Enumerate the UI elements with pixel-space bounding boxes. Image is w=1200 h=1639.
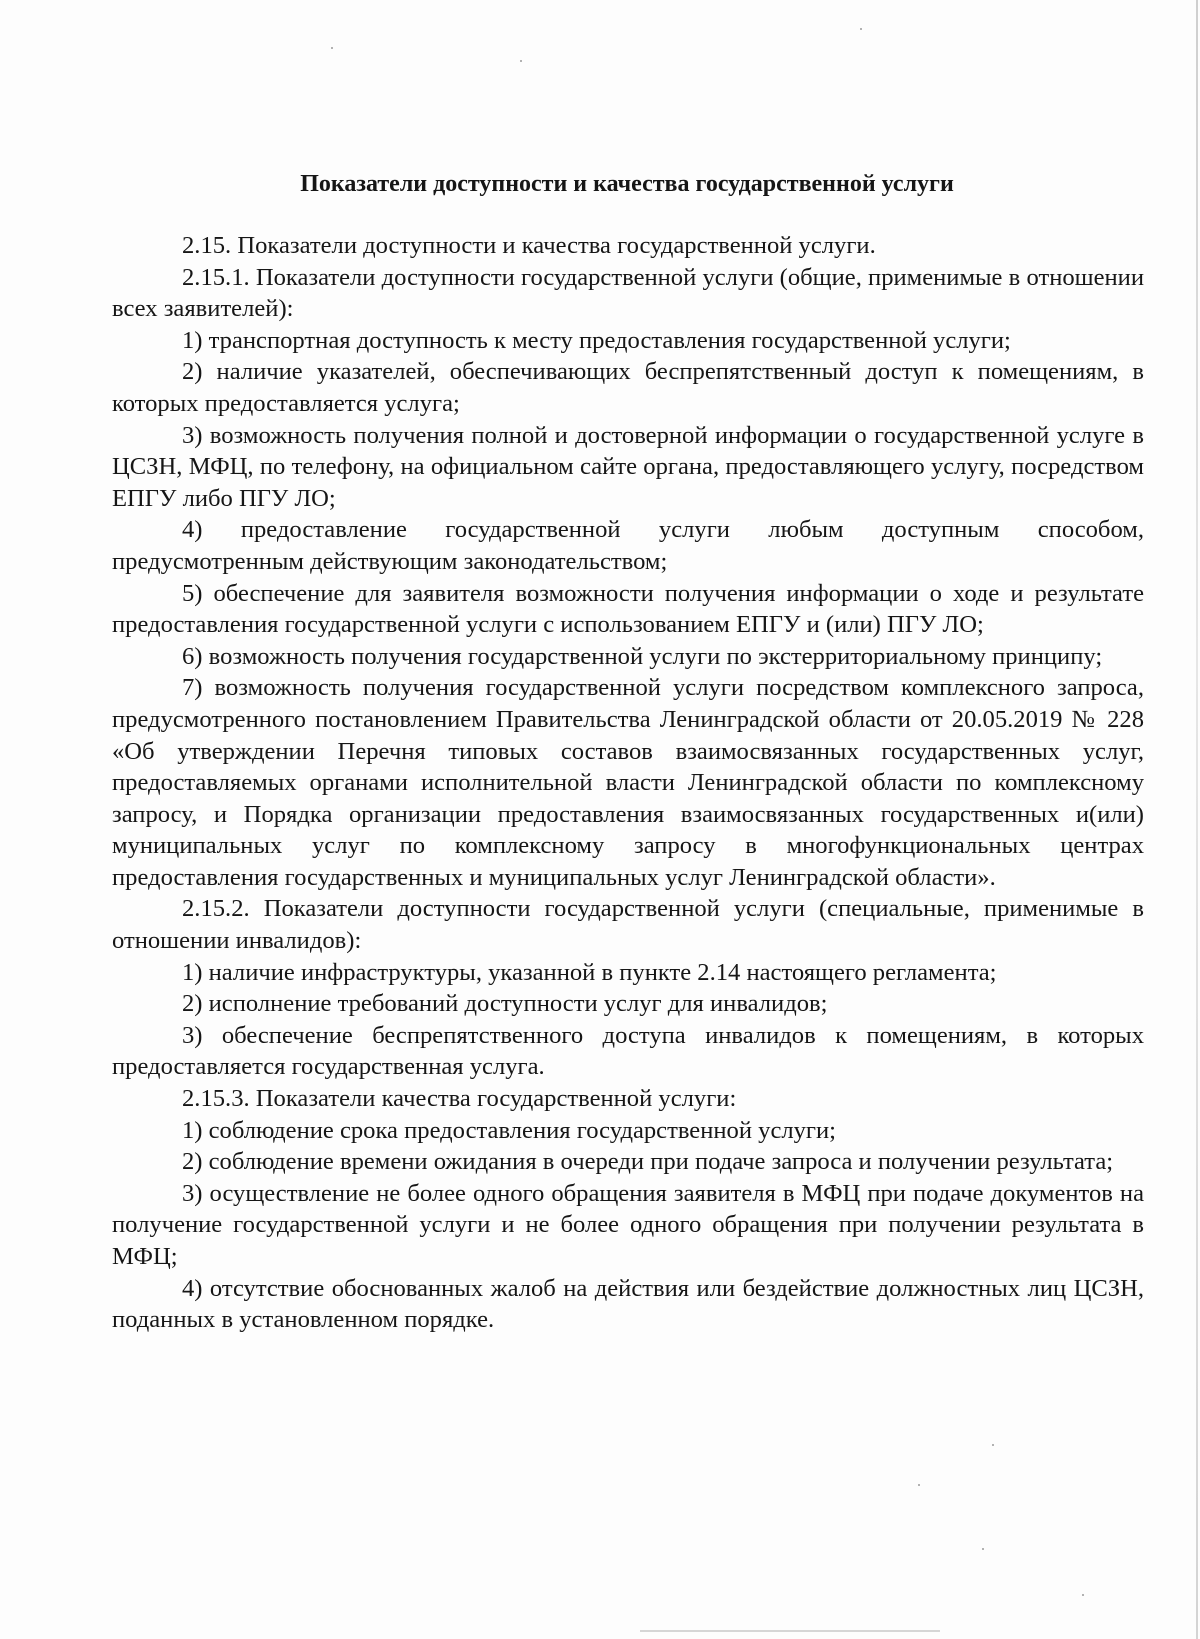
list-item: 3) возможность получения полной и достоверной информации о государственной услуге в ЦСЗН, МФЦ, по телефону, на официальном сайте органа, предоставляющего услугу, посредством ЕПГУ либо ПГУ ЛО;: [112, 421, 1144, 512]
paragraph-2-15: 2.15. Показатели доступности и качества государственной услуги.: [182, 232, 876, 259]
scan-speck: [992, 1444, 994, 1446]
paragraph-2-15-3: 2.15.3. Показатели качества государственной услуги:: [182, 1085, 737, 1113]
paragraph-2-15-2: 2.15.2. Показатели доступности государственной услуги (специальные, применимые в отношении инвалидов):: [112, 895, 1144, 955]
scan-speck: [860, 28, 862, 30]
list-item: 4) предоставление государственной услуги любым доступным способом, предусмотренным действующим законодательством;: [112, 516, 1144, 575]
list-item: 2) наличие указателей, обеспечивающих беспрепятственный доступ к помещениям, в которых предоставляется услуга;: [112, 358, 1144, 417]
scan-speck: [520, 60, 522, 62]
list-item: 2) исполнение требований доступности услуг для инвалидов;: [182, 990, 828, 1018]
document-title: Показатели доступности и качества государственной услуги: [300, 171, 954, 197]
list-item: 4) отсутствие обоснованных жалоб на действия или бездействие должностных лиц ЦСЗН, поданных в установленном порядке.: [112, 1274, 1144, 1334]
paragraph-2-15-1: 2.15.1. Показатели доступности государственной услуги (общие, применимые в отношении всех заявителей):: [112, 263, 1144, 323]
list-item: 1) соблюдение срока предоставления государственной услуги;: [182, 1116, 837, 1144]
list-item: 1) наличие инфраструктуры, указанной в пункте 2.14 настоящего регламента;: [182, 958, 997, 986]
scan-edge-shadow: [1196, 0, 1198, 1639]
scan-smudge: [640, 1630, 940, 1632]
scan-speck: [918, 1484, 920, 1486]
list-item: 3) обеспечение беспрепятственного доступа инвалидов к помещениям, в которых предоставляется государственная услуга.: [112, 1021, 1144, 1081]
list-item: 1) транспортная доступность к месту предоставления государственной услуги;: [182, 326, 1011, 354]
list-item: 5) обеспечение для заявителя возможности получения информации о ходе и результате предоставления государственной услуги с использованием ЕПГУ и (или) ПГУ ЛО;: [112, 579, 1144, 639]
list-item: 6) возможность получения государственной услуги по экстерриториальному принципу;: [182, 642, 1103, 670]
scan-speck: [1082, 1594, 1084, 1596]
scan-speck: [331, 47, 333, 49]
document-body: [112, 230, 1144, 1336]
list-item: 2) соблюдение времени ожидания в очереди при подаче запроса и получении результата;: [182, 1148, 1114, 1176]
scan-speck: [982, 1548, 984, 1550]
list-item: 7) возможность получения государственной услуги посредством комплексного запроса, предусмотренного постановлением Правительства Ленинградской области от 20.05.2019 № 228 «Об утверждении Перечня типовых составов взаимосвязанных государственных услуг, предоставляемых органами исполнительной власти Ленинградской области по комплексному запросу, и Порядка организации предоставления взаимосвязанных государственных и(или) муниципальных услуг по комплексному запросу в многофункциональных центрах предоставления государственных и муниципальных услуг Ленинградской области».: [112, 674, 1144, 891]
list-item: 3) осуществление не более одного обращения заявителя в МФЦ при подаче документов на получение государственной услуги и не более одного обращения при получении результата в МФЦ;: [112, 1179, 1144, 1270]
